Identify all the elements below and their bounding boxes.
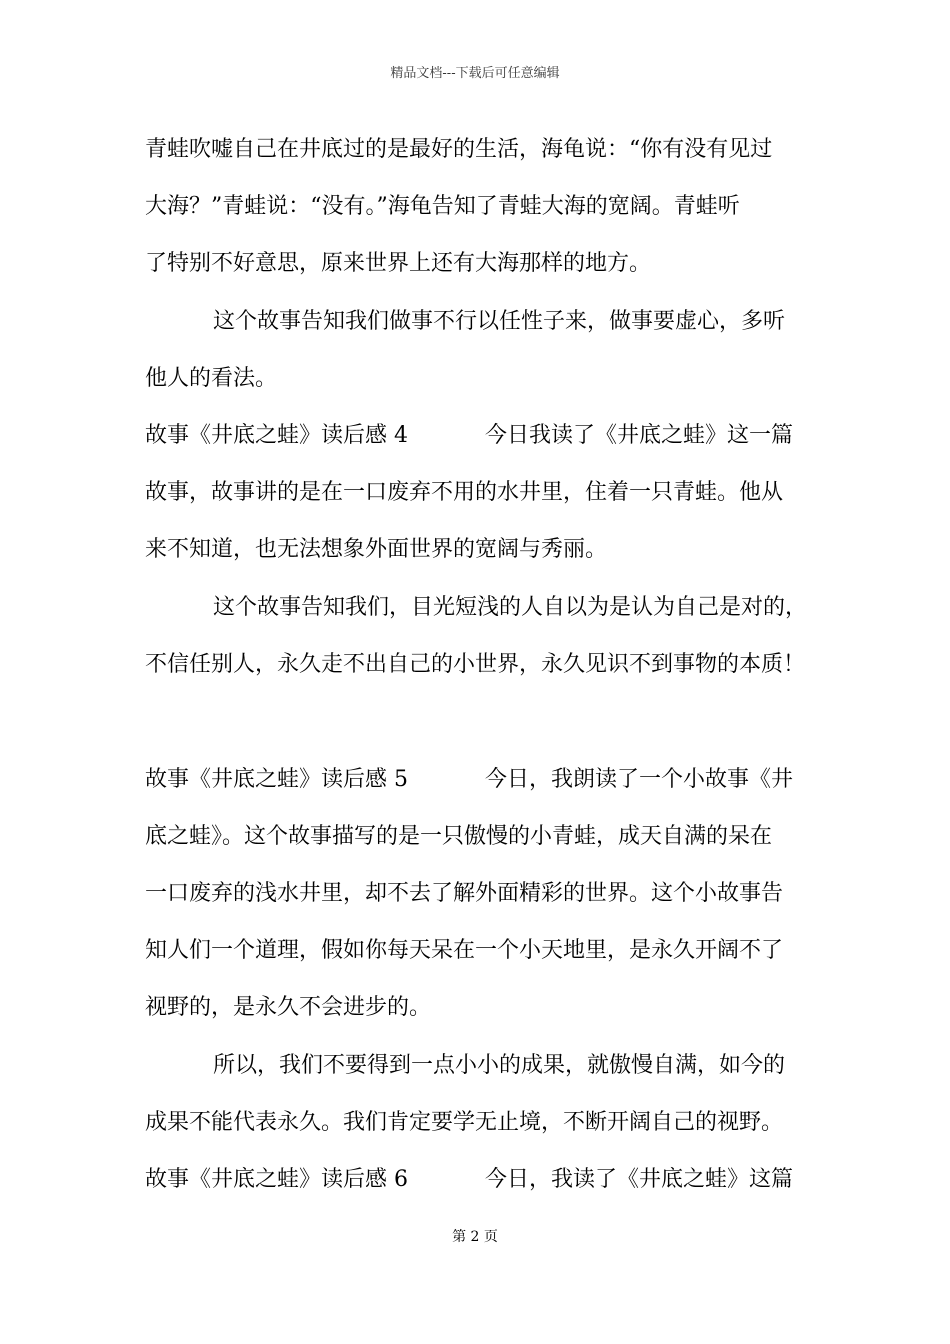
text-line: 这个故事告知我们，目光短浅的人自以为是认为自己是对的， — [213, 595, 808, 620]
text-line: 这个故事告知我们做事不行以任性子来，做事要虚心，多听 — [213, 309, 786, 334]
page-number: 第 2 页 — [452, 1229, 498, 1245]
section-title: 故事《井底之蛙》读后感 5 — [145, 767, 408, 792]
section-first-line: 今日，我读了《井底之蛙》这篇 — [485, 1167, 794, 1192]
text-line: 不信任别人，永久走不出自己的小世界，永久见识不到事物的本质！ — [145, 652, 806, 677]
text-line: 一口废弃的浅水井里，却不去了解外面精彩的世界。这个小故事告 — [145, 881, 784, 906]
text-line: 成果不能代表永久。我们肯定要学无止境，不断开阔自己的视野。 — [145, 1110, 784, 1135]
page-header: 精品文档---下载后可任意编辑 — [390, 66, 560, 81]
text-line: 大海？”青蛙说：“没有。”海龟告知了青蛙大海的宽阔。青蛙听 — [145, 194, 740, 219]
section-heading-line — [145, 760, 817, 800]
text-line: 视野的，是永久不会进步的。 — [145, 995, 432, 1020]
section-title: 故事《井底之蛙》读后感 4 — [145, 423, 408, 448]
text-line: 来不知道，也无法想象外面世界的宽阔与秀丽。 — [145, 537, 608, 562]
text-line: 所以，我们不要得到一点小小的成果，就傲慢自满，如今的 — [213, 1053, 786, 1078]
text-line: 故事，故事讲的是在一口废弃不用的水井里，住着一只青蛙。他从 — [145, 480, 784, 505]
text-line: 他人的看法。 — [145, 366, 278, 391]
text-line: 了特别不好意思，原来世界上还有大海那样的地方。 — [145, 251, 652, 276]
section-heading-line — [145, 1160, 817, 1200]
section-first-line: 今日我读了《井底之蛙》这一篇 — [485, 423, 794, 448]
section-heading-line — [145, 416, 817, 456]
text-line: 青蛙吹嘘自己在井底过的是最好的生活，海龟说：“你有没有见过 — [145, 137, 773, 162]
section-first-line: 今日，我朗读了一个小故事《井 — [485, 767, 794, 792]
text-line: 底之蛙》。这个故事描写的是一只傲慢的小青蛙，成天自满的呆在 — [145, 824, 773, 849]
section-title: 故事《井底之蛙》读后感 6 — [145, 1167, 408, 1192]
text-line: 知人们一个道理，假如你每天呆在一个小天地里，是永久开阔不了 — [145, 938, 784, 963]
